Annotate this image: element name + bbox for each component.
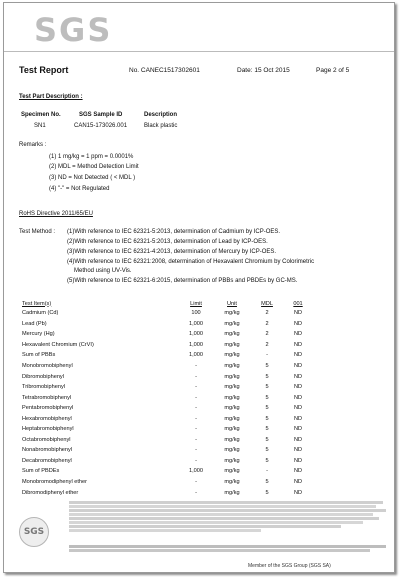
cell-test-item: Heptabromobiphenyl <box>22 426 74 433</box>
cell-unit: mg/kg <box>224 320 240 327</box>
cell-unit: mg/kg <box>224 373 240 380</box>
cell-unit: mg/kg <box>224 436 240 443</box>
cell-test-item: Nonabromobiphenyl <box>22 447 73 454</box>
cell-result: ND <box>293 405 303 412</box>
sample-description: Black plastic <box>144 123 178 129</box>
table-row <box>22 382 311 393</box>
sample-id: CAN15-173026.001 <box>74 123 128 129</box>
cell-limit: - <box>195 384 197 391</box>
cell-test-item: Cadmium (Cd) <box>22 310 59 317</box>
cell-result: ND <box>293 426 303 433</box>
cell-unit: mg/kg <box>224 479 240 486</box>
table-row <box>22 466 311 477</box>
cell-result: ND <box>293 352 303 359</box>
cell-mdl: 5 <box>265 394 269 401</box>
test-method-line: (5)With reference to IEC 62321-6:2015, determination of PBBs and PBDEs by GC-MS. <box>67 278 298 284</box>
cell-limit: - <box>195 394 197 401</box>
table-row <box>22 445 311 456</box>
table-row <box>22 487 311 498</box>
cell-limit: - <box>195 479 197 486</box>
cell-unit: mg/kg <box>224 384 240 391</box>
report-title: Test Report <box>19 65 69 75</box>
remark-item: (3) ND = Not Detected ( < MDL ) <box>49 175 136 181</box>
cell-limit: - <box>195 436 197 443</box>
table-row <box>22 392 311 403</box>
address-block <box>69 544 389 553</box>
table-row <box>22 435 311 446</box>
cell-mdl: 5 <box>265 447 269 454</box>
table-row <box>22 477 311 488</box>
cell-result: ND <box>293 331 303 338</box>
cell-test-item: Tetrabromobiphenyl <box>22 394 72 401</box>
cell-limit: - <box>195 373 197 380</box>
cell-unit: mg/kg <box>224 352 240 359</box>
cell-result: ND <box>293 363 303 369</box>
cell-result: ND <box>293 394 303 401</box>
header-test-item: Test Item(s) <box>22 300 52 307</box>
cell-mdl: 5 <box>265 457 269 464</box>
cell-limit: - <box>195 447 197 454</box>
cell-mdl: - <box>266 468 268 475</box>
cell-result: ND <box>293 489 303 496</box>
table-row <box>22 424 311 435</box>
cell-mdl: 2 <box>265 310 269 317</box>
remark-item: (4) "-" = Not Regulated <box>49 186 110 192</box>
sgs-stamp: SGS <box>19 517 49 547</box>
cell-limit: 1,000 <box>189 341 203 348</box>
header-divider <box>4 51 394 52</box>
cell-result: ND <box>293 384 303 391</box>
fine-print-block <box>69 500 389 533</box>
directive-heading: RoHS Directive 2011/65/EU <box>19 211 93 217</box>
table-row <box>22 319 311 330</box>
table-row <box>22 413 311 424</box>
test-part-heading: Test Part Description : <box>19 94 83 100</box>
cell-unit: mg/kg <box>224 394 240 401</box>
specimen-no: SN1 <box>34 123 46 129</box>
col-description: Description <box>144 112 178 118</box>
cell-limit: - <box>195 426 197 433</box>
cell-test-item: Monobromobiphenyl <box>22 363 73 369</box>
table-row <box>22 350 311 361</box>
cell-mdl: 2 <box>265 320 269 327</box>
test-method-line: Method using UV-Vis. <box>74 268 132 274</box>
col-sample-id: SGS Sample ID <box>79 112 123 118</box>
test-method-label: Test Method : <box>19 229 56 235</box>
cell-limit: 1,000 <box>189 331 203 338</box>
cell-result: ND <box>293 447 303 454</box>
cell-result: ND <box>293 320 303 327</box>
test-method-line: (4)With reference to IEC 62321:2008, determination of Hexavalent Chromium by Colorimetric <box>67 259 315 265</box>
cell-mdl: 2 <box>265 341 269 348</box>
report-date: Date: 15 Oct 2015 <box>237 67 290 74</box>
table-row <box>22 371 311 382</box>
cell-test-item: Hexabromobiphenyl <box>22 415 72 422</box>
remarks-label: Remarks : <box>19 142 47 148</box>
table-row <box>22 329 311 340</box>
cell-test-item: Hexavalent Chromium (CrVI) <box>22 341 94 348</box>
cell-mdl: 5 <box>265 384 269 391</box>
cell-limit: 100 <box>191 310 201 317</box>
cell-mdl: 5 <box>265 436 269 443</box>
table-row <box>22 403 311 414</box>
cell-result: ND <box>293 436 303 443</box>
remark-item: (2) MDL = Method Detection Limit <box>49 164 139 170</box>
header-mdl: MDL <box>261 300 273 307</box>
cell-mdl: 5 <box>265 405 269 412</box>
cell-result: ND <box>293 479 303 486</box>
header-sample-001: 001 <box>293 300 303 307</box>
cell-mdl: 5 <box>265 426 269 433</box>
cell-test-item: Mercury (Hg) <box>22 331 55 338</box>
cell-result: ND <box>293 310 303 317</box>
cell-test-item: Sum of PBDEs <box>22 468 60 475</box>
cell-test-item: Decabromobiphenyl <box>22 457 72 464</box>
cell-unit: mg/kg <box>224 426 240 433</box>
cell-mdl: 5 <box>265 415 269 422</box>
table-row <box>22 340 311 351</box>
cell-limit: 1,000 <box>189 320 203 327</box>
cell-unit: mg/kg <box>224 457 240 464</box>
cell-test-item: Octabromobiphenyl <box>22 436 71 443</box>
report-page <box>3 2 395 573</box>
cell-unit: mg/kg <box>224 363 240 369</box>
cell-result: ND <box>293 415 303 422</box>
cell-mdl: 5 <box>265 489 269 496</box>
cell-test-item: Pentabromobiphenyl <box>22 405 74 412</box>
cell-test-item: Lead (Pb) <box>22 320 47 327</box>
sgs-logo: SGS <box>34 11 113 49</box>
report-number: No. CANEC1517302601 <box>129 67 200 74</box>
results-table <box>22 299 311 498</box>
cell-limit: - <box>195 415 197 422</box>
cell-unit: mg/kg <box>224 489 240 496</box>
cell-unit: mg/kg <box>224 341 240 348</box>
cell-limit: 1,000 <box>189 468 203 475</box>
cell-mdl: - <box>266 352 268 359</box>
cell-unit: mg/kg <box>224 331 240 338</box>
header-unit: Unit <box>227 300 237 307</box>
member-note: Member of the SGS Group (SGS SA) <box>248 563 331 569</box>
cell-unit: mg/kg <box>224 415 240 422</box>
cell-test-item: Sum of PBBs <box>22 352 56 359</box>
cell-unit: mg/kg <box>224 447 240 454</box>
table-row <box>22 361 311 372</box>
test-method-line: (3)With reference to IEC 62321-4:2013, determination of Mercury by ICP-OES. <box>67 249 277 255</box>
cell-result: ND <box>293 341 303 348</box>
test-method-line: (2)With reference to IEC 62321-5:2013, determination of Lead by ICP-OES. <box>67 239 268 245</box>
cell-limit: - <box>195 405 197 412</box>
cell-test-item: Monobromodiphenyl ether <box>22 479 87 486</box>
page-number: Page 2 of 5 <box>316 67 350 74</box>
cell-mdl: 2 <box>265 331 269 338</box>
cell-mdl: 5 <box>265 373 269 380</box>
cell-limit: - <box>195 457 197 464</box>
cell-test-item: Dibromobiphenyl <box>22 373 64 380</box>
header-limit: Limit <box>190 300 202 307</box>
col-specimen: Specimen No. <box>21 112 61 118</box>
cell-result: ND <box>293 468 303 475</box>
cell-test-item: Dibromodiphenyl ether <box>22 489 79 496</box>
cell-test-item: Tribromobiphenyl <box>22 384 66 391</box>
table-row <box>22 456 311 467</box>
cell-limit: 1,000 <box>189 352 203 359</box>
cell-unit: mg/kg <box>224 405 240 412</box>
cell-unit: mg/kg <box>224 468 240 475</box>
cell-result: ND <box>293 457 303 464</box>
cell-limit: - <box>195 489 197 496</box>
table-row <box>22 308 311 319</box>
remark-item: (1) 1 mg/kg = 1 ppm = 0.0001% <box>49 154 134 160</box>
cell-mdl: 5 <box>265 363 269 369</box>
cell-result: ND <box>293 373 303 380</box>
test-method-line: (1)With reference to IEC 62321-5:2013, determination of Cadmium by ICP-OES. <box>67 229 281 235</box>
footer <box>19 498 389 561</box>
results-header-row <box>22 299 311 308</box>
cell-mdl: 5 <box>265 479 269 486</box>
cell-limit: - <box>195 363 197 369</box>
cell-unit: mg/kg <box>224 310 240 317</box>
